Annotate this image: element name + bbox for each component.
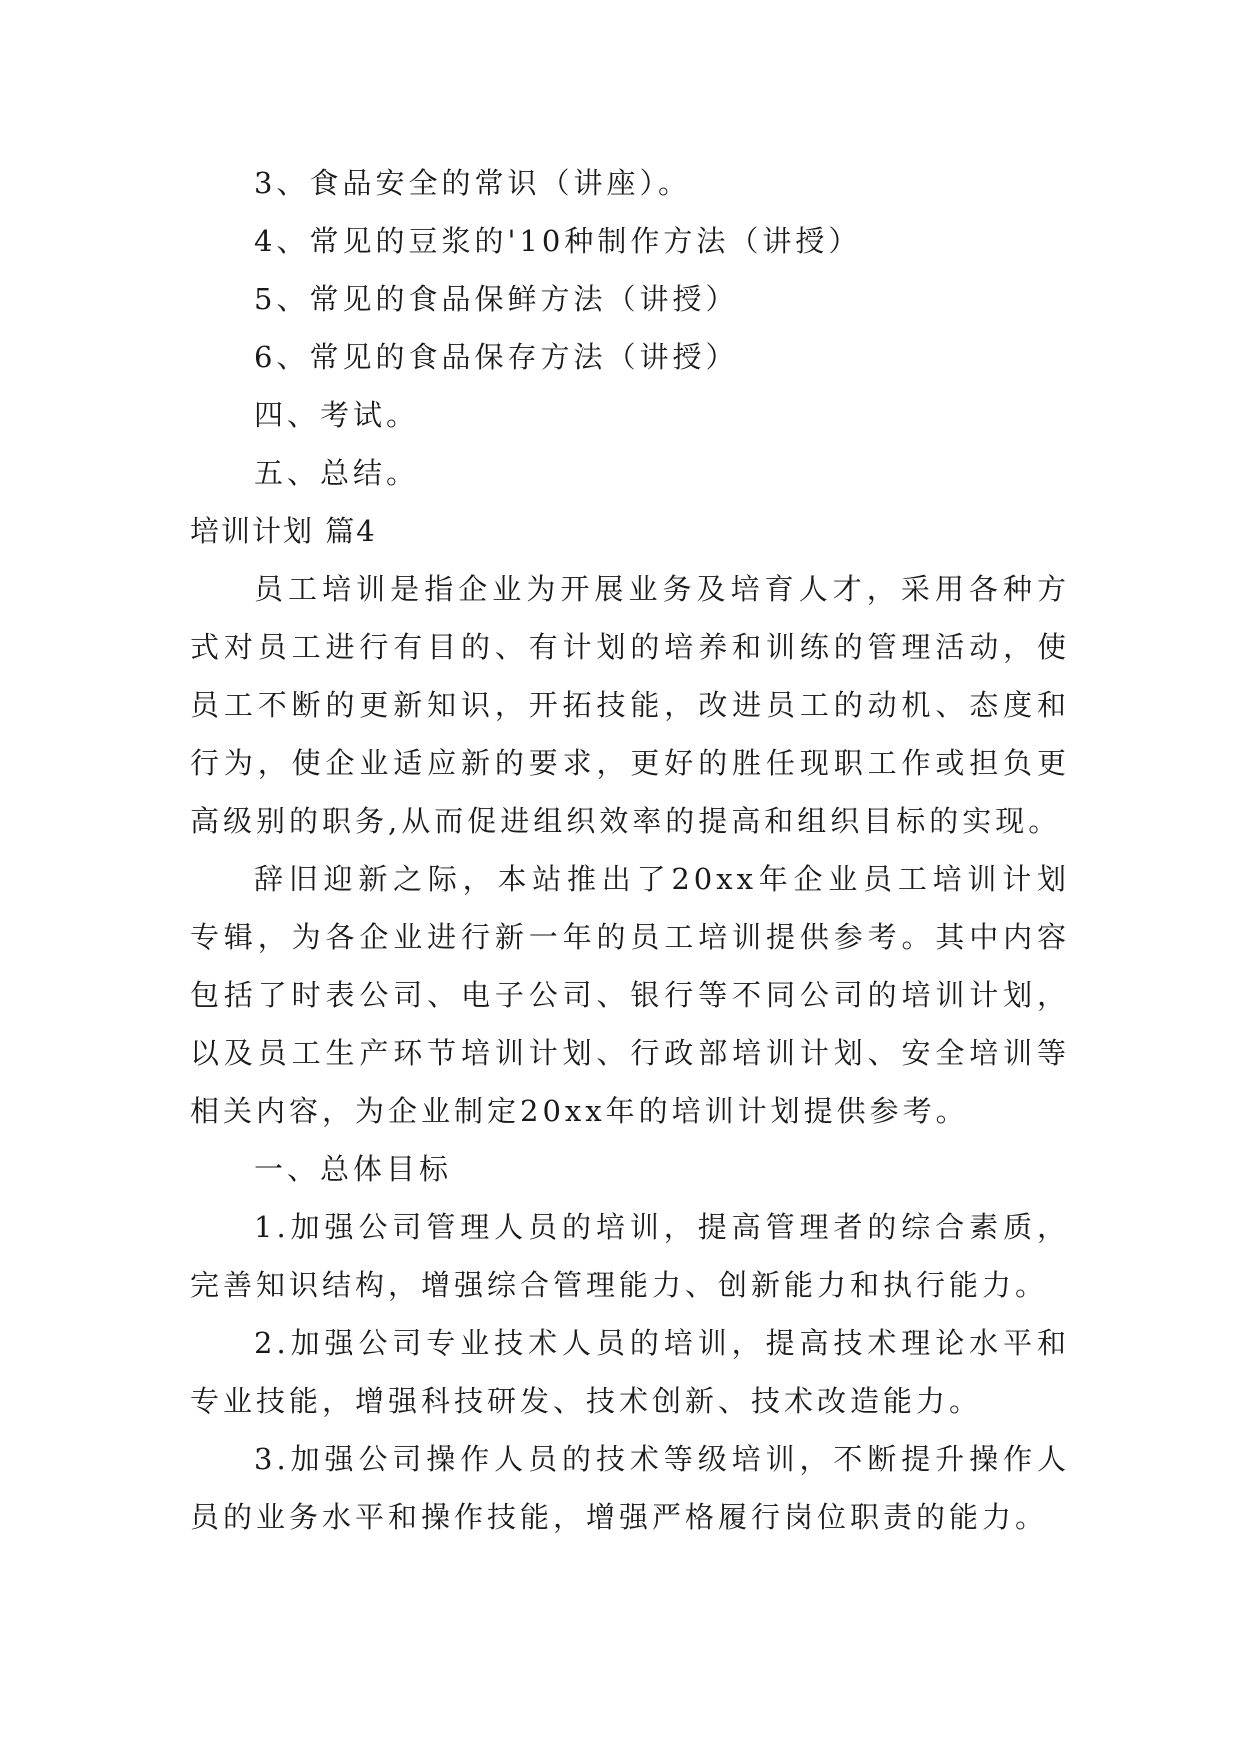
- goal-item-line: 2.加强公司专业技术人员的培训，提高技术理论水平和: [254, 1326, 1070, 1360]
- list-item-food-preservation: 5、常见的食品保鲜方法（讲授）: [254, 282, 739, 316]
- goal-item-line: 员的业务水平和操作技能，增强严格履行岗位职责的能力。: [190, 1500, 1049, 1534]
- list-item-food-safety: 3、食品安全的常识（讲座）。: [254, 166, 691, 200]
- goal-item-line: 专业技能，增强科技研发、技术创新、技术改造能力。: [190, 1384, 983, 1418]
- list-item-soymilk-methods: 4、常见的豆浆的'10种制作方法（讲授）: [254, 224, 862, 258]
- document-body: [190, 154, 1070, 1546]
- goal-item-line: 3.加强公司操作人员的技术等级培训，不断提升操作人: [254, 1442, 1070, 1476]
- list-item-exam: 四、考试。: [254, 398, 420, 432]
- paragraph-line: 员工不断的更新知识，开拓技能，改进员工的动机、态度和: [190, 688, 1070, 722]
- subheading-overall-goal: 一、总体目标: [254, 1152, 453, 1186]
- paragraph-line: 专辑，为各企业进行新一年的员工培训提供参考。其中内容: [190, 920, 1070, 954]
- paragraph-line: 员工培训是指企业为开展业务及培育人才，采用各种方: [254, 572, 1070, 606]
- list-item-food-storage: 6、常见的食品保存方法（讲授）: [254, 340, 739, 374]
- paragraph-line: 相关内容，为企业制定20xx年的培训计划提供参考。: [190, 1094, 969, 1128]
- paragraph-line: 式对员工进行有目的、有计划的培养和训练的管理活动，使: [190, 630, 1070, 664]
- goal-item-line: 完善知识结构，增强综合管理能力、创新能力和执行能力。: [190, 1268, 1049, 1302]
- paragraph-line: 高级别的职务,从而促进组织效率的提高和组织目标的实现。: [190, 804, 1062, 838]
- paragraph-line: 辞旧迎新之际，本站推出了20xx年企业员工培训计划: [254, 862, 1070, 896]
- paragraph-line: 行为，使企业适应新的要求，更好的胜任现职工作或担负更: [190, 746, 1070, 780]
- section-heading: 培训计划 篇4: [190, 514, 377, 548]
- paragraph-line: 以及员工生产环节培训计划、行政部培训计划、安全培训等: [190, 1036, 1070, 1070]
- paragraph-line: 包括了时表公司、电子公司、银行等不同公司的培训计划，: [190, 978, 1070, 1012]
- goal-item-line: 1.加强公司管理人员的培训，提高管理者的综合素质，: [254, 1210, 1070, 1244]
- list-item-summary: 五、总结。: [254, 456, 420, 490]
